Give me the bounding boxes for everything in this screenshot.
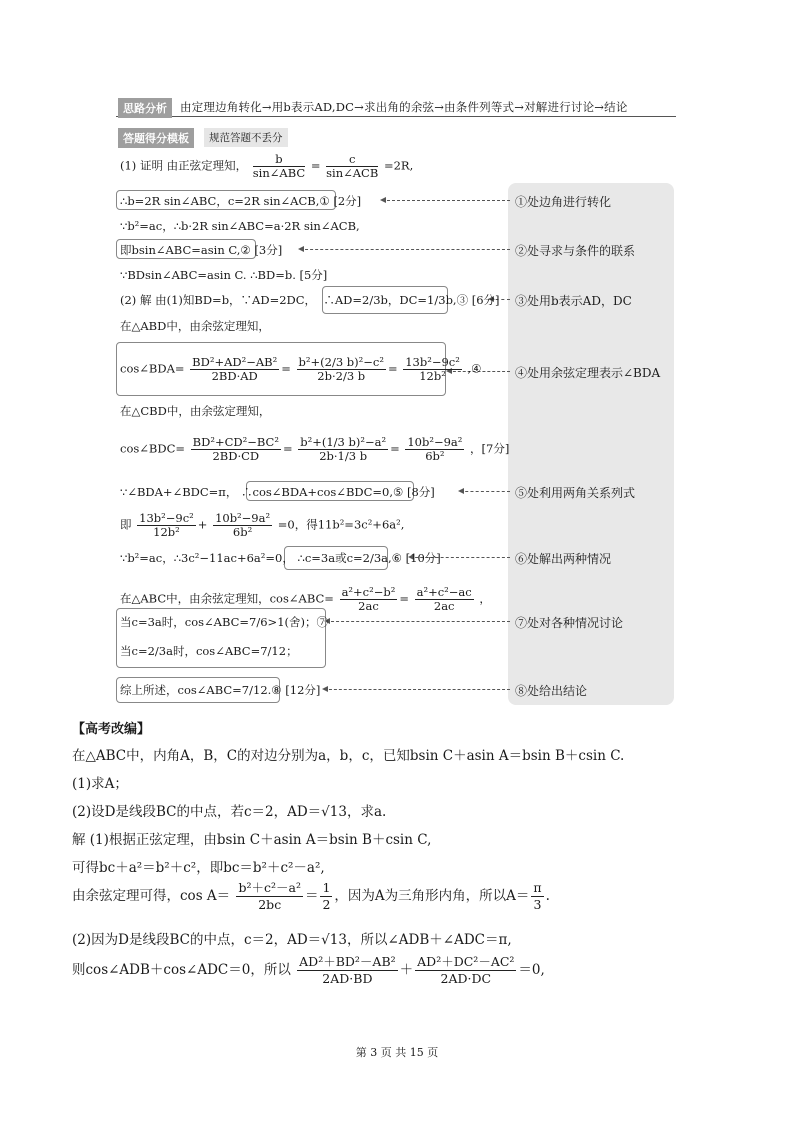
gaokao-p4: 解 (1)根据正弦定理，由bsin C＋asin A＝bsin B＋csin C, (72, 832, 432, 848)
solution-line-17: 综上所述，cos∠ABC=7/12.⑧ [12分] (120, 683, 321, 697)
solution-line-10: cos∠BDC= $\frac{\text{BD²+CD²−BC²}}{2BD\cdot CD}$ = $\frac{\text{b²+(1/3 b)²−a²}}{2b\cdot 1/3 b}$ = $\frac{\text{10b²−9a²}}{\text{6b²}}$ ，[7分] (120, 435, 510, 463)
note-1: ①处边角进行转化 (515, 195, 612, 209)
arrow-2 (300, 249, 510, 250)
solution-line-7: 在△ABD中，由余弦定理知， (120, 319, 270, 333)
gaokao-p3: (2)设D是线段BC的中点，若c＝2，AD＝√13，求a. (72, 804, 387, 820)
arrow-8 (324, 689, 510, 690)
analysis-text: 由定理边角转化→用b表示AD,DC→求出角的余弦→由条件列等式→对解进行讨论→结论 (180, 100, 628, 114)
solution-line-6: (2) 解 由(1)知BD=b，∵AD=2DC， ∴AD=2/3b，DC=1/3b,③ [6分] (120, 293, 500, 307)
gaokao-p2: (1)求A； (72, 776, 128, 792)
gaokao-p8: 则cos∠ADB＋cos∠ADC＝0，所以 $\frac{\text{AD²＋BD²－AB²}}{2AD\cdot BD}$ ＋ $\frac{\text{AD²＋DC²－AC²}}{2AD\cdot DC}$ ＝0, (72, 954, 545, 986)
note-7: ⑦处对各种情况讨论 (515, 616, 624, 630)
solution-line-13: ∵b²=ac，∴3c²−11ac+6a²=0， ∴c=3a或c=2/3a,⑥ [10分] (120, 551, 441, 565)
solution-line-5: ∵BDsin∠ABC=asin C. ∴BD=b. [5分] (120, 268, 328, 282)
solution-line-4: 即bsin∠ABC=asin C,② [3分] (120, 243, 283, 257)
note-2: ②处寻求与条件的联系 (515, 244, 636, 258)
template-tag: 答题得分模板 (118, 128, 194, 148)
arrow-1 (382, 200, 510, 201)
gaokao-p6: 由余弦定理可得，cos A＝ $\frac{\text{b²＋c²－a²}}{2bc}$ ＝ $\frac{1}{2}$ ，因为A为三角形内角，所以A＝ $\frac{\pi}{3}$ . (72, 880, 550, 912)
page-footer: 第 3 页 共 15 页 (355, 1046, 439, 1059)
solution-line-1: (1) 证明 由正弦定理知， $\frac{b}{\text{sin∠ABC}}$ = $\frac{c}{\text{sin∠ACB}}$ =2R, (120, 152, 414, 180)
note-5: ⑤处利用两角关系列式 (515, 486, 636, 500)
note-8: ⑧处给出结论 (515, 684, 588, 698)
note-3: ③处用b表示AD，DC (515, 294, 632, 308)
note-4: ④处用余弦定理表示∠BDA (515, 366, 661, 380)
gaokao-p5: 可得bc＋a²＝b²＋c²，即bc＝b²＋c²－a², (72, 860, 325, 876)
gaokao-p1: 在△ABC中，内角A，B，C的对边分别为a，b，c，已知bsin C＋asin A＝bsin B＋csin C. (72, 748, 625, 764)
solution-line-11: ∵∠BDA+∠BDC=π， ∴cos∠BDA+cos∠BDC=0,⑤ [8分] (120, 485, 435, 499)
solution-line-16: 当c=2/3a时，cos∠ABC=7/12； (120, 644, 298, 658)
arrow-5 (460, 491, 510, 492)
note-6: ⑥处解出两种情况 (515, 552, 612, 566)
solution-line-15: 当c=3a时，cos∠ABC=7/6>1(舍)；⑦ (120, 615, 328, 629)
solution-line-12: 即 $\frac{\text{13b²−9c²}}{\text{12b²}}$ + $\frac{\text{10b²−9a²}}{\text{6b²}}$ =0，得11b²=3c²+6a², (120, 511, 405, 539)
gaokao-p7: (2)因为D是线段BC的中点，c＝2，AD＝√13，所以∠ADB＋∠ADC＝π, (72, 932, 512, 948)
solution-line-8: cos∠BDA= $\frac{\text{BD²+AD²−AB²}}{2BD\cdot AD}$ = $\frac{\text{b²+(2/3 b)²−c²}}{2b\cdot 2/3 b}$ = $\frac{\text{13b²−9c²}}{\text{12b²}}$ ,④ (120, 355, 482, 383)
analysis-tag: 思路分析 (118, 98, 172, 118)
solution-line-9: 在△CBD中，由余弦定理知， (120, 404, 271, 418)
template-subtag: 规范答题不丢分 (204, 128, 288, 147)
solution-line-3: ∵b²=ac，∴b·2R sin∠ABC=a·2R sin∠ACB, (120, 219, 360, 233)
gaokao-heading: 【高考改编】 (72, 722, 151, 737)
solution-line-14: 在△ABC中，由余弦定理知，cos∠ABC= $\frac{\text{a²+c²−b²}}{2ac}$ = $\frac{\text{a²+c²−ac}}{2ac}$ ， (120, 585, 491, 613)
arrow-7 (326, 621, 510, 622)
solution-line-2: ∴b=2R sin∠ABC，c=2R sin∠ACB,① [2分] (120, 194, 362, 208)
